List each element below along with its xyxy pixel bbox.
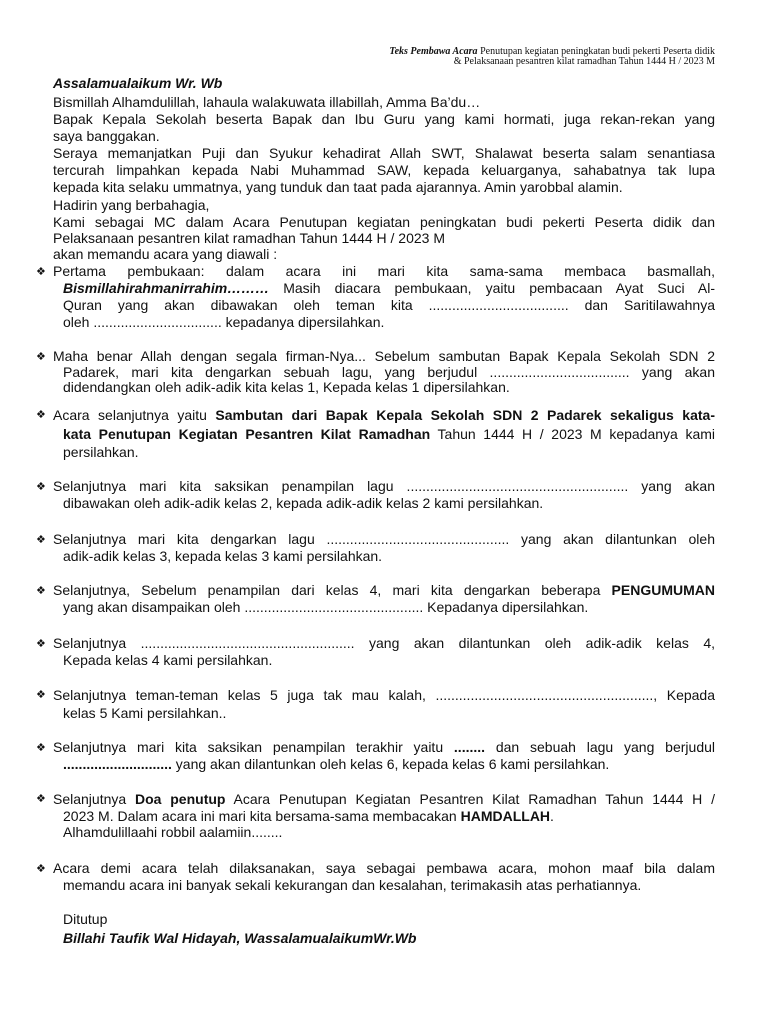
agenda-line: Padarek, mari kita dengarkan sebuah lagu, yang berjudul .................................... yang akan [63, 363, 715, 380]
agenda-line: Kepada kelas 4 kami persilahkan. [63, 652, 273, 668]
plain-text: Acara Penutupan Kegiatan Pesantren Kilat Ramadhan Tahun 1444 H / [225, 791, 716, 807]
plain-text: Selanjutnya [53, 791, 135, 807]
bullet-icon: ❖ [36, 584, 46, 597]
agenda-item-5 [36, 531, 715, 565]
agenda-item-2 [36, 349, 715, 396]
bold-text: kata Penutupan Kegiatan Pesantren Kilat Ramadhan [63, 425, 431, 442]
bullet-icon: ❖ [36, 792, 46, 805]
agenda-line: persilahkan. [63, 444, 139, 460]
bullet-icon: ❖ [36, 533, 46, 546]
opening-bismillah: Bismillah Alhamdulillah, lahaula walakuwata illabillah, Amma Ba’du… [53, 94, 481, 110]
bullet-icon: ❖ [36, 688, 46, 701]
agenda-line [53, 791, 715, 808]
agenda-line: Selanjutnya teman-teman kelas 5 juga tak mau kalah, ........................................................, Kepada [53, 687, 715, 703]
agenda-line: memandu acara ini banyak sekali kekurangan dan kesalahan, terimakasih atas perhatiannya. [63, 877, 642, 893]
text-line: Bapak Kepala Sekolah beserta Bapak dan Ibu Guru yang kami hormati, juga rekan-rekan yang [53, 111, 715, 127]
bullet-icon: ❖ [36, 741, 46, 754]
agenda-line: Selanjutnya mari kita saksikan penampilan lagu ......................................................... yang akan [53, 478, 715, 494]
plain-text: yang akan dilantunkan oleh kelas 6, kepada kelas 6 kami persilahkan. [171, 756, 610, 772]
agenda-line [53, 739, 715, 756]
opening-salam: Assalamualaikum Wr. Wb [53, 75, 223, 91]
bold-text: HAMDALLAH [460, 807, 551, 824]
text-line: saya banggakan. [53, 128, 160, 144]
agenda-line [63, 425, 715, 444]
agenda-item-6 [36, 582, 715, 616]
closing-farewell: Billahi Taufik Wal Hidayah, WassalamualaikumWr.Wb [63, 930, 417, 946]
agenda-line: didendangkan oleh adik-adik kita kelas 1, Kepada kelas 1 dipersilahkan. [63, 379, 510, 395]
agenda-line [53, 406, 715, 425]
plain-text: 2023 M. Dalam acara ini mari kita bersama-sama membacakan [63, 807, 461, 824]
agenda-line [63, 280, 715, 297]
agenda-item-10 [36, 791, 715, 841]
text-line: tercurah limpahkan kepada Nabi Muhammad SAW, kepada keluarganya, sahabatnya tak lupa [53, 162, 715, 178]
agenda-item-9 [36, 739, 715, 773]
agenda-item-4 [36, 478, 715, 512]
bold-text: Doa penutup [134, 791, 226, 807]
agenda-line [63, 756, 715, 773]
agenda-line: Pertama pembukaan: dalam acara ini mari kita sama-sama membaca basmallah, [53, 263, 715, 279]
plain-text: Acara selanjutnya yaitu [53, 407, 216, 423]
agenda-line: oleh ................................. kepadanya dipersilahkan. [63, 314, 385, 330]
agenda-line: Selanjutnya ....................................................... yang akan dilantunkan oleh adik-adik kelas 4, [53, 635, 715, 651]
text-line: Kami sebagai MC dalam Acara Penutupan kegiatan peningkatan budi pekerti Peserta didik dan [53, 214, 715, 230]
agenda-item-11 [36, 860, 715, 894]
bullet-icon: ❖ [36, 480, 46, 493]
plain-text: Tahun 1444 H / 2023 M kepadanya kami [430, 425, 716, 442]
opening-greeting [53, 111, 715, 145]
plain-text: dan sebuah lagu yang berjudul [485, 739, 715, 755]
agenda-line [63, 808, 715, 825]
bold-text: Bismillahirahmanirrahim……… [63, 280, 270, 296]
bold-text: PENGUMUMAN [611, 582, 715, 598]
plain-text: Selanjutnya mari kita saksikan penampilan terakhir yaitu [53, 739, 454, 755]
agenda-line: Selanjutnya mari kita dengarkan lagu ............................................... yang akan dilantunkan oleh [53, 531, 715, 547]
bullet-icon: ❖ [36, 408, 46, 421]
plain-text: Masih diacara pembukaan, yaitu pembacaan Ayat Suci Al- [269, 280, 715, 296]
opening-hadirin: Hadirin yang berbahagia, [53, 197, 210, 213]
bullet-icon: ❖ [36, 862, 46, 875]
agenda-line: Quran yang akan dibawakan oleh teman kita .................................... dan Saritilawahnya [63, 297, 715, 313]
closing-ditutup: Ditutup [63, 911, 108, 927]
document-header [389, 47, 715, 67]
plain-text: Selanjutnya, Sebelum penampilan dari kelas 4, mari kita dengarkan beberapa [53, 582, 612, 598]
opening-mc-intro [53, 214, 715, 246]
agenda-item-1 [36, 263, 715, 331]
bold-text: Sambutan dari Bapak Kepala Sekolah SDN 2 Padarek sekaligus kata- [215, 407, 715, 423]
header-title: Teks Pembawa Acara [389, 46, 478, 57]
opening-praise [53, 145, 715, 196]
bullet-icon: ❖ [36, 265, 46, 278]
bold-text: ........ [453, 739, 486, 755]
bold-text: ............................ [63, 756, 172, 772]
text-line: Seraya memanjatkan Puji dan Syukur kehadirat Allah SWT, Shalawat beserta salam senantiasa [53, 145, 715, 161]
plain-text: . [550, 807, 554, 824]
agenda-line: Alhamdulillaahi robbil aalamiin........ [63, 824, 283, 840]
agenda-item-3 [36, 406, 715, 462]
agenda-line [53, 582, 715, 599]
agenda-line: Acara demi acara telah dilaksanakan, saya sebagai pembawa acara, mohon maaf bila dalam [53, 860, 715, 876]
text-line: Pelaksanaan pesantren kilat ramadhan Tahun 1444 H / 2023 M [53, 230, 446, 246]
header-subtitle: Penutupan kegiatan peningkatan budi pekerti Peserta didik [477, 46, 715, 57]
agenda-line: Maha benar Allah dengan segala firman-Nya... Sebelum sambutan Bapak Kepala Sekolah SDN 2 [53, 348, 715, 364]
text-line: kepada kita selaku ummatnya, yang tunduk dan taat pada ajarannya. Amin yarobbal alamin. [53, 179, 623, 195]
opening-lead-in: akan memandu acara yang diawali : [53, 246, 278, 262]
agenda-item-7 [36, 635, 715, 669]
bullet-icon: ❖ [36, 637, 46, 650]
bullet-icon: ❖ [36, 350, 46, 363]
agenda-line: kelas 5 Kami persilahkan.. [63, 705, 227, 721]
header-line: & Pelaksanaan pesantren kilat ramadhan Tahun 1444 H / 2023 M [453, 56, 715, 67]
agenda-line: yang akan disampaikan oleh .............................................. Kepadanya dipersilahkan. [63, 599, 589, 615]
agenda-line: adik-adik kelas 3, kepada kelas 3 kami persilahkan. [63, 548, 383, 564]
agenda-line: dibawakan oleh adik-adik kelas 2, kepada adik-adik kelas 2 kami persilahkan. [63, 495, 544, 511]
agenda-item-8 [36, 686, 715, 722]
